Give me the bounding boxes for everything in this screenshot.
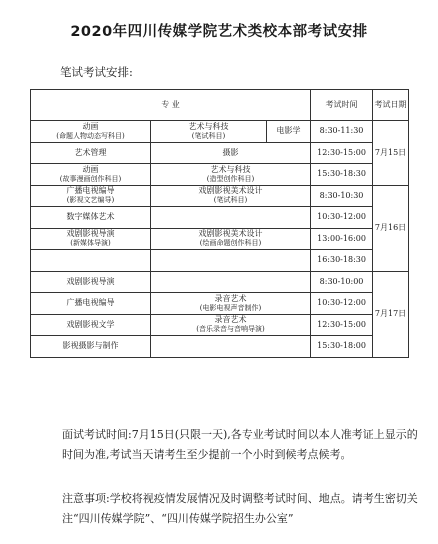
major-cell: 摄影 (151, 142, 311, 164)
time-cell: 15:30-18:30 (311, 164, 373, 186)
time-cell: 12:30-15:00 (311, 314, 373, 336)
table-row (31, 185, 409, 207)
major-cell: 戏剧影视导演 (新媒体导演) (31, 228, 151, 250)
major-cell: 戏剧影视美术设计 (笔试科目) (151, 185, 311, 207)
time-cell: 10:30-12:00 (311, 207, 373, 229)
exam-schedule-table (30, 89, 409, 358)
notice-paragraph: 注意事项:学校将视疫情发展情况及时调整考试时间、地点。请考生密切关注“四川传媒学院”、“四川传媒学院招生办公室” (62, 492, 418, 525)
date-cell: 7月15日 (373, 121, 409, 186)
written-exam-label: 笔试考试安排: (60, 65, 133, 79)
major-cell (31, 250, 151, 272)
table-row (31, 271, 409, 293)
time-cell: 10:30-12:00 (311, 293, 373, 315)
major-cell: 录音艺术 (电影电视声音制作) (151, 293, 311, 315)
document-title: 2020年四川传媒学院艺术类校本部考试安排 (70, 24, 368, 40)
table-row (31, 293, 409, 315)
major-cell (151, 250, 311, 272)
date-cell: 7月17日 (373, 271, 409, 357)
major-cell (151, 336, 311, 358)
table-row (31, 336, 409, 358)
time-cell: 8:30-11:30 (311, 121, 373, 143)
major-cell: 戏剧影视文学 (31, 314, 151, 336)
major-cell: 艺术与科技 (笔试科目) (151, 121, 267, 143)
table-row (31, 207, 409, 229)
time-cell: 16:30-18:30 (311, 250, 373, 272)
major-cell: 动画 (故事漫画创作科目) (31, 164, 151, 186)
table-row (31, 142, 409, 164)
major-cell: 广播电视编导 (影视文艺编导) (31, 185, 151, 207)
time-cell: 15:30-18:00 (311, 336, 373, 358)
major-cell: 戏剧影视导演 (31, 271, 151, 293)
major-cell: 艺术管理 (31, 142, 151, 164)
major-cell: 戏剧影视美术设计 (绘画命题创作科目) (151, 228, 311, 250)
header-exam-date: 考试日期 (373, 90, 409, 121)
major-cell (151, 207, 311, 229)
major-cell (151, 271, 311, 293)
table-row (31, 164, 409, 186)
table-row (31, 314, 409, 336)
major-cell: 广播电视编导 (31, 293, 151, 315)
major-cell: 数字媒体艺术 (31, 207, 151, 229)
time-cell: 13:00-16:00 (311, 228, 373, 250)
major-cell: 电影学 (267, 121, 311, 143)
major-cell: 录音艺术 (音乐录音与音响导演) (151, 314, 311, 336)
date-cell: 7月16日 (373, 185, 409, 271)
table-row (31, 228, 409, 250)
table-row (31, 121, 409, 143)
time-cell: 12:30-15:00 (311, 142, 373, 164)
major-cell: 影视摄影与制作 (31, 336, 151, 358)
header-major: 专 业 (31, 90, 311, 121)
major-cell: 艺术与科技 (造型创作科目) (151, 164, 311, 186)
table-row (31, 250, 409, 272)
time-cell: 8:30-10:30 (311, 185, 373, 207)
table-header-row (31, 90, 409, 121)
header-exam-time: 考试时间 (311, 90, 373, 121)
interview-time-paragraph: 面试考试时间:7月15日(只限一天),各专业考试时间以本人准考证上显示的时间为准,考试当天请考生至少提前一个小时到候考点候考。 (62, 428, 418, 461)
major-cell: 动画 (命题人物动态写科目) (31, 121, 151, 143)
time-cell: 8:30-10:00 (311, 271, 373, 293)
